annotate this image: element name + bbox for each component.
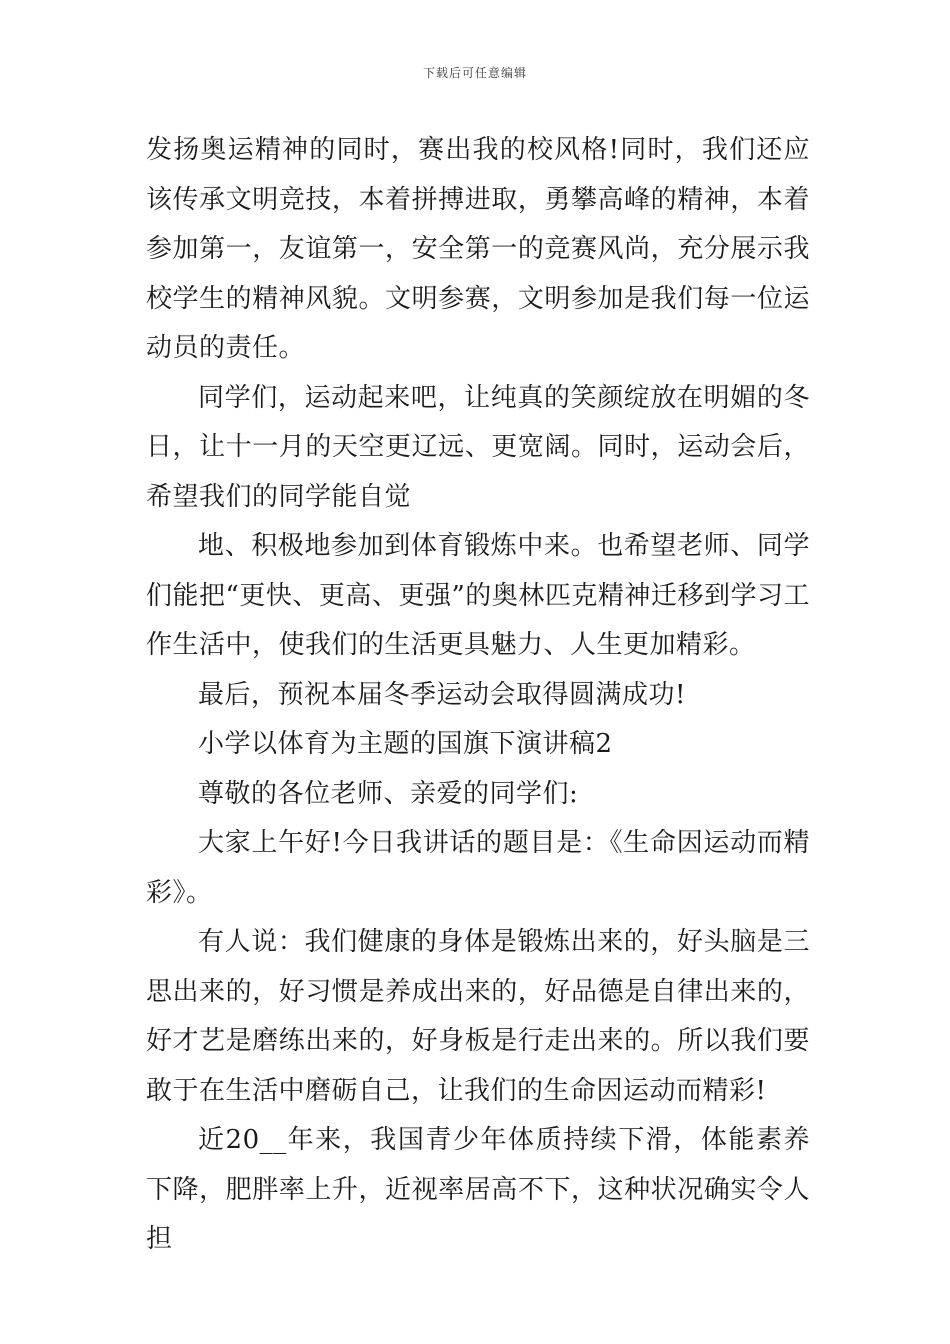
paragraph: 最后，预祝本届冬季运动会取得圆满成功! — [198, 679, 686, 710]
paragraph: 同学们，运动起来吧，让纯真的笑颜绽放在明媚的冬日，让十一月的天空更辽远、更宽阔。同时，运动会后，希望我们的同学能自觉 — [146, 382, 810, 512]
section-title: 小学以体育为主题的国旗下演讲稿2 — [198, 729, 613, 759]
header-note: 下载后可任意编辑 — [422, 66, 527, 80]
paragraph: 大家上午好!今日我讲话的题目是：《生命因运动而精彩》。 — [146, 828, 810, 908]
paragraph-continuation: 发扬奥运精神的同时，赛出我的校风格!同时，我们还应该传承文明竞技，本着拼搏进取，勇攀高峰的精神，本着参加第一，友谊第一，安全第一的竞赛风尚，充分展示我校学生的精神风貌。文明参赛，文明参加是我们每一位运动员的责任。 — [146, 135, 810, 363]
paragraph: 有人说：我们健康的身体是锻炼出来的，好头脑是三思出来的，好习惯是养成出来的，好品德是自律出来的，好才艺是磨练出来的，好身板是行走出来的。所以我们要敢于在生活中磨砺自己，让我们的生命因运动而精彩! — [146, 927, 810, 1106]
paragraph: 近20__年来，我国青少年体质持续下滑，体能素养下降，肥胖率上升，近视率居高不下，这种状况确实令人担 — [146, 1125, 810, 1254]
salutation: 尊敬的各位老师、亲爱的同学们: — [198, 778, 579, 809]
document-body — [146, 126, 810, 1265]
paragraph: 地、积极地参加到体育锻炼中来。也希望老师、同学们能把“更快、更高、更强”的奥林匹克精神迁移到学习工作生活中，使我们的生活更具魅力、人生更加精彩。 — [146, 531, 810, 660]
